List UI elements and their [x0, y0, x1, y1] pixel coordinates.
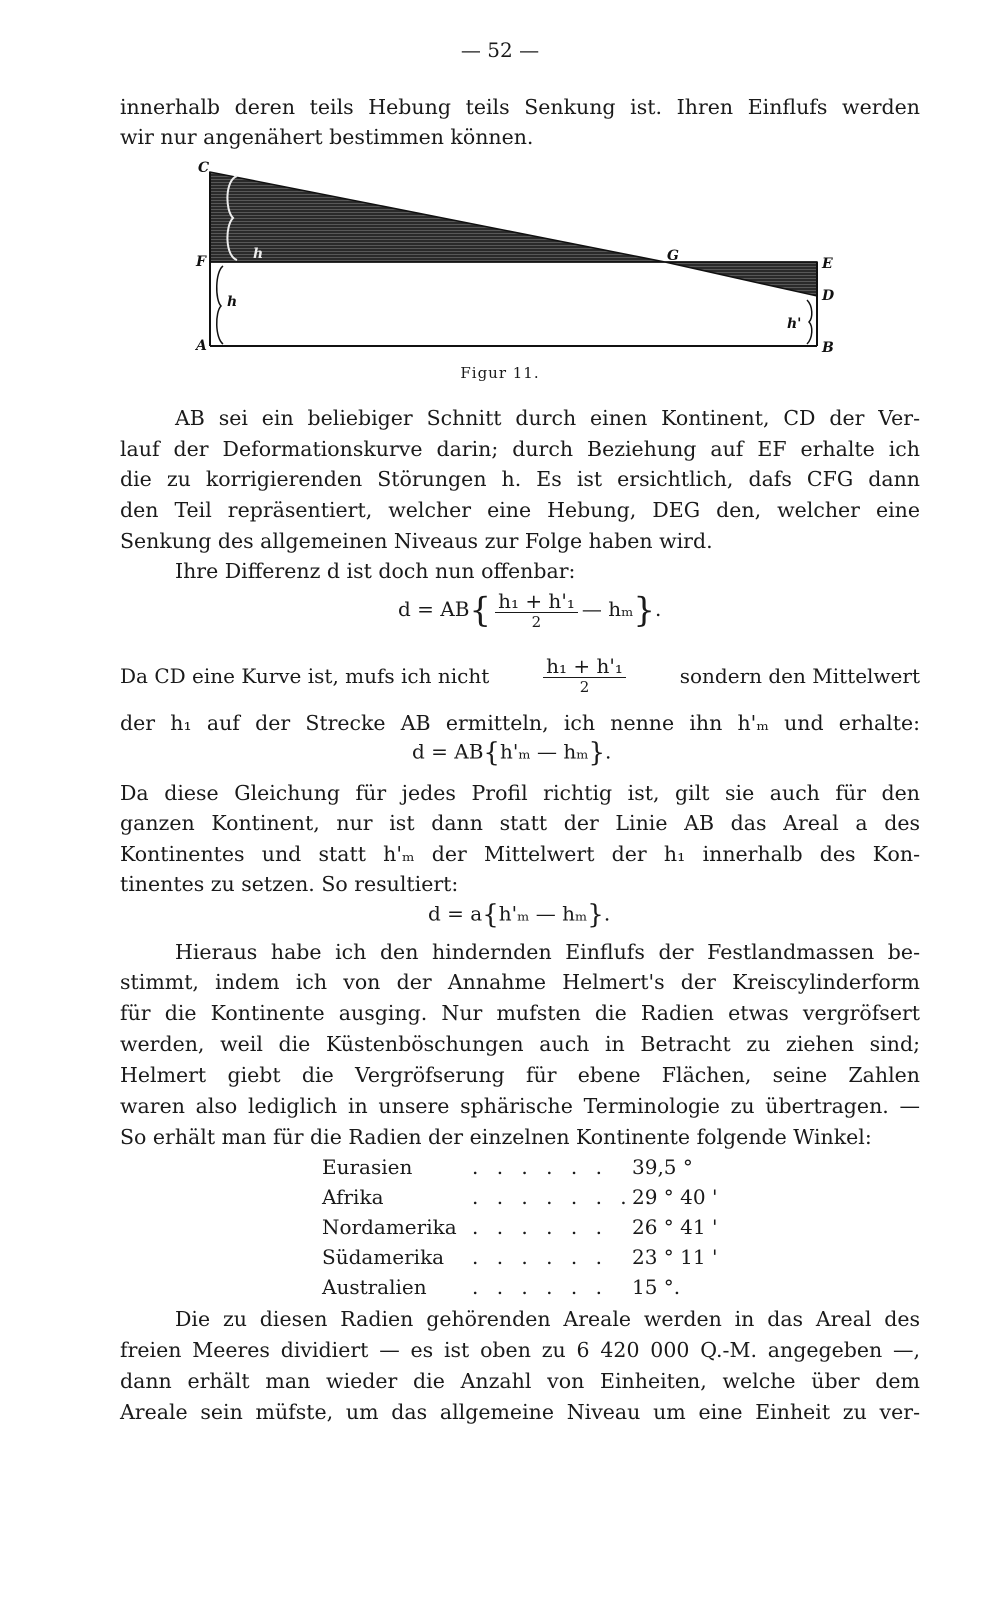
eq2-brace-open: {: [483, 738, 500, 768]
equation-3: [428, 900, 610, 930]
para5-line-1: Hieraus habe ich den hindernden Einflufs der Festlandmassen be-: [175, 940, 920, 964]
table-row: [322, 1152, 742, 1182]
table-row: [322, 1182, 742, 1212]
eq1-tail: — hₘ: [581, 597, 634, 621]
para5-line-3: für die Kontinente ausging. Nur mufsten die Radien etwas vergröfsert: [120, 1001, 920, 1025]
table-row: [322, 1272, 742, 1302]
angle-value: 26 ° 41 ': [632, 1215, 718, 1239]
para6-line-1: Die zu diesen Radien gehörenden Areale werden in das Areal des: [175, 1307, 920, 1331]
para3-end: sondern den Mittelwert: [679, 663, 920, 688]
label-h-right: h': [787, 316, 802, 332]
label-e: E: [822, 256, 833, 272]
continent-name: Nordamerika: [322, 1215, 457, 1239]
para6-line-3: dann erhält man wieder die Anzahl von Einheiten, welche über dem: [120, 1369, 920, 1393]
equation-2: [412, 738, 611, 768]
para5-line-5: Helmert giebt die Vergröfserung für ebene Flächen, seine Zahlen: [120, 1063, 920, 1087]
continent-name: Australien: [322, 1275, 427, 1299]
para3-fraction: [543, 655, 626, 696]
para3-numerator: h₁ + h'₁: [543, 655, 626, 678]
para3-denominator: 2: [579, 678, 590, 696]
eq2-end: .: [605, 739, 612, 764]
figure-caption: Figur 11.: [460, 364, 540, 382]
para1-line-3: die zu korrigierenden Störungen h. Es ist ersichtlich, dafs CFG dann: [120, 467, 920, 491]
eq1-numerator: h₁ + h'₁: [495, 590, 578, 613]
leader-dots: . . . . . .: [472, 1245, 608, 1269]
leader-dots: . . . . . . . .: [472, 1185, 658, 1209]
brace-h-right: [807, 300, 812, 344]
para5-line-7: So erhält man für die Radien der einzelnen Kontinente folgende Winkel:: [120, 1125, 872, 1149]
angle-value: 15 °.: [632, 1275, 681, 1299]
para2-line: Ihre Differenz d ist doch nun offenbar:: [175, 559, 576, 583]
para4-line-3: Kontinentes und statt h'ₘ der Mittelwert der h₁ innerhalb des Kon-: [120, 842, 920, 866]
para4-line-4: tinentes zu setzen. So resultiert:: [120, 872, 459, 896]
para3-line-1: [120, 655, 920, 696]
table-row: [322, 1212, 742, 1242]
eq1-end: .: [655, 597, 662, 621]
para1-line-4: den Teil repräsentiert, welcher eine Hebung, DEG den, welcher eine: [120, 498, 920, 522]
eq3-end: .: [603, 901, 611, 926]
eq1-fraction: [495, 590, 578, 631]
label-d: D: [822, 288, 835, 304]
senkung-region: [665, 262, 817, 296]
continent-name: Südamerika: [322, 1245, 445, 1269]
label-g: G: [667, 248, 679, 264]
para3-start: Da CD eine Kurve ist, mufs ich nicht: [120, 663, 490, 688]
table-row: [322, 1242, 742, 1272]
para1-line-2: lauf der Deformationskurve darin; durch Beziehung auf EF erhalte ich: [120, 437, 920, 461]
label-a: A: [196, 338, 207, 354]
para4-line-1: Da diese Gleichung für jedes Profil richtig ist, gilt sie auch für den: [120, 781, 920, 805]
eq2-inner: h'ₘ — hₘ: [499, 739, 589, 764]
eq3-inner: h'ₘ — hₘ: [498, 901, 588, 926]
angle-value: 29 ° 40 ': [632, 1185, 718, 1209]
label-h-upper: h: [253, 246, 264, 262]
figure-11-diagram: [195, 160, 845, 360]
eq2-brace-close: }: [588, 738, 606, 768]
para1-line-5: Senkung des allgemeinen Niveaus zur Folge haben wird.: [120, 529, 713, 553]
intro-line-1: innerhalb deren teils Hebung teils Senkung ist. Ihren Einflufs werden: [120, 95, 920, 119]
label-b: B: [822, 340, 834, 356]
angle-value: 23 ° 11 ': [632, 1245, 718, 1269]
brace-h-lower: [217, 266, 223, 344]
eq3-brace-close: }: [587, 900, 604, 930]
page-number: — 52 —: [460, 38, 540, 62]
eq3-brace-open: {: [482, 900, 499, 930]
continent-name: Eurasien: [322, 1155, 413, 1179]
eq1-lhs: d = AB: [398, 597, 470, 621]
para6-line-2: freien Meeres dividiert — es ist oben zu 6 420 000 Q.-M. angegeben —,: [120, 1338, 920, 1362]
para3-line-2: der h₁ auf der Strecke AB ermitteln, ich nenne ihn h'ₘ und erhalte:: [120, 711, 920, 735]
para5-line-2: stimmt, indem ich von der Annahme Helmert's der Kreiscylinderform: [120, 970, 920, 994]
leader-dots: . . . . . .: [472, 1275, 608, 1299]
para1-line-1: AB sei ein beliebiger Schnitt durch einen Kontinent, CD der Ver-: [175, 406, 920, 430]
label-c: C: [198, 160, 210, 176]
intro-line-2: wir nur angenähert bestimmen können.: [120, 125, 534, 149]
eq3-lhs: d = a: [428, 901, 483, 926]
continent-name: Afrika: [322, 1185, 384, 1209]
para6-line-4: Areale sein müfste, um das allgemeine Niveau um eine Einheit zu ver-: [120, 1400, 920, 1424]
eq1-brace-open: {: [469, 590, 492, 631]
label-f: F: [196, 254, 206, 270]
para5-line-6: waren also lediglich in unsere sphärische Terminologie zu übertragen. —: [120, 1094, 920, 1118]
eq1-brace-close: }: [633, 590, 655, 631]
angle-value: 39,5 °: [632, 1155, 693, 1179]
para4-line-2: ganzen Kontinent, nur ist dann statt der Linie AB das Areal a des: [120, 811, 920, 835]
leader-dots: . . . . . .: [472, 1215, 608, 1239]
hebung-region: [210, 172, 665, 262]
para5-line-4: werden, weil die Küstenböschungen auch in Betracht zu ziehen sind;: [120, 1032, 920, 1056]
label-h-lower: h: [227, 294, 238, 310]
eq2-lhs: d = AB: [412, 739, 484, 764]
leader-dots: . . . . . .: [472, 1155, 608, 1179]
equation-1: [398, 590, 661, 631]
eq1-denominator: 2: [531, 613, 542, 631]
